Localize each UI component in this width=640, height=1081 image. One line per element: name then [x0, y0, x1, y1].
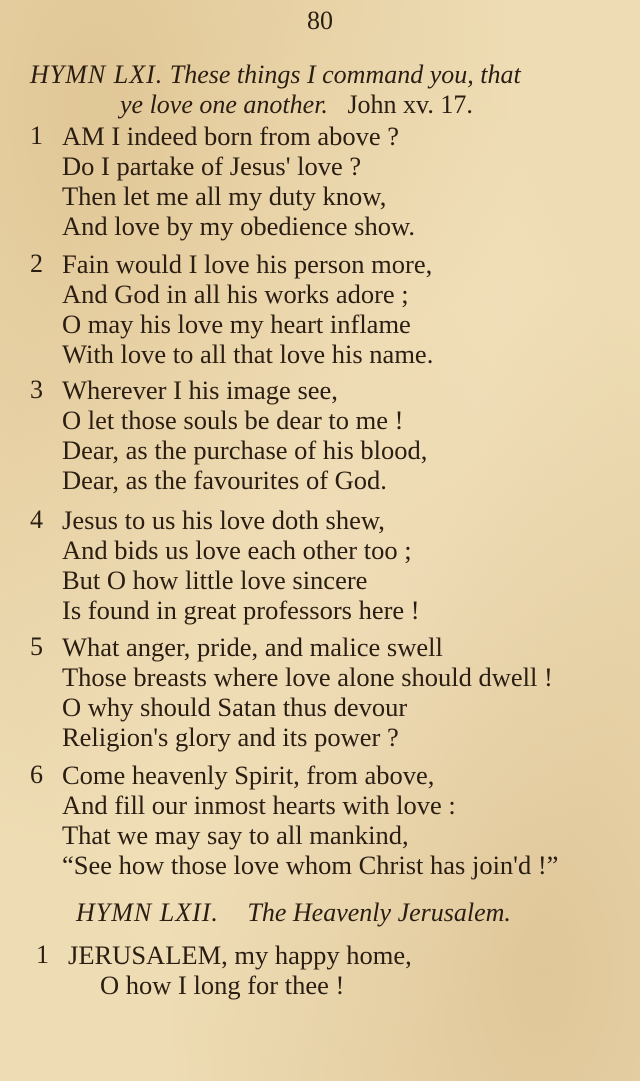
verse-line: And bids us love each other too ;: [62, 535, 412, 565]
page-number: 80: [307, 6, 333, 35]
hymn-61-title-line2: ye love one another.: [120, 90, 328, 119]
verse-line: “See how those love whom Christ has join'd !”: [62, 850, 559, 880]
verse-line: Those breasts where love alone should dwell !: [62, 662, 553, 692]
verse-line: Dear, as the purchase of his blood,: [62, 435, 428, 465]
stanza-number: 6: [30, 760, 43, 789]
hymn-62-title: The Heavenly Jerusalem.: [247, 898, 511, 927]
hymn-61-heading: [30, 60, 620, 120]
verse-line: Then let me all my duty know,: [62, 181, 387, 211]
verse-line: Dear, as the favourites of God.: [62, 465, 387, 495]
stanza-1: [30, 121, 630, 241]
verse-line: O let those souls be dear to me !: [62, 405, 404, 435]
hymn-61-title-line1: These things I command you, that: [169, 60, 521, 89]
stanza-6: [30, 760, 630, 880]
verse-line: But O how little love sincere: [62, 565, 368, 595]
verse-line: With love to all that love his name.: [62, 339, 434, 369]
verse-line: O how I long for thee !: [100, 970, 345, 1000]
verse-line: Fain would I love his person more,: [62, 249, 433, 279]
stanza-2: [30, 249, 630, 369]
verse-line: O may his love my heart inflame: [62, 309, 411, 339]
verse-line: Wherever I his image see,: [62, 375, 338, 405]
stanza-number: 4: [30, 505, 43, 534]
verse-line: Jesus to us his love doth shew,: [62, 505, 385, 535]
stanza-number: 2: [30, 249, 43, 278]
stanza-number: 3: [30, 375, 43, 404]
verse-line: Come heavenly Spirit, from above,: [62, 760, 435, 790]
stanza-number: 1: [30, 121, 43, 150]
verse-line: That we may say to all mankind,: [62, 820, 409, 850]
verse-line: Is found in great professors here !: [62, 595, 420, 625]
verse-line: AM I indeed born from above ?: [62, 121, 400, 151]
stanza-5: [30, 632, 630, 752]
verse-line: JERUSALEM, my happy home,: [68, 940, 412, 970]
hymn-62-heading: [76, 898, 616, 928]
hymn-61-number: HYMN LXI.: [30, 60, 164, 89]
stanza-number: 5: [30, 632, 43, 661]
stanza-number: 1: [36, 940, 49, 969]
verse-line: Religion's glory and its power ?: [62, 722, 399, 752]
hymn-62-stanza-1: [36, 940, 636, 1000]
verse-line: And fill our inmost hearts with love :: [62, 790, 456, 820]
verse-line: What anger, pride, and malice swell: [62, 632, 443, 662]
stanza-4: [30, 505, 630, 625]
verse-line: Do I partake of Jesus' love ?: [62, 151, 362, 181]
stanza-3: [30, 375, 630, 495]
hymn-62-number: HYMN LXII.: [76, 898, 219, 927]
verse-line: And God in all his works adore ;: [62, 279, 409, 309]
verse-line: And love by my obedience show.: [62, 211, 416, 241]
hymn-61-reference: John xv. 17.: [347, 90, 473, 119]
verse-line: O why should Satan thus devour: [62, 692, 408, 722]
